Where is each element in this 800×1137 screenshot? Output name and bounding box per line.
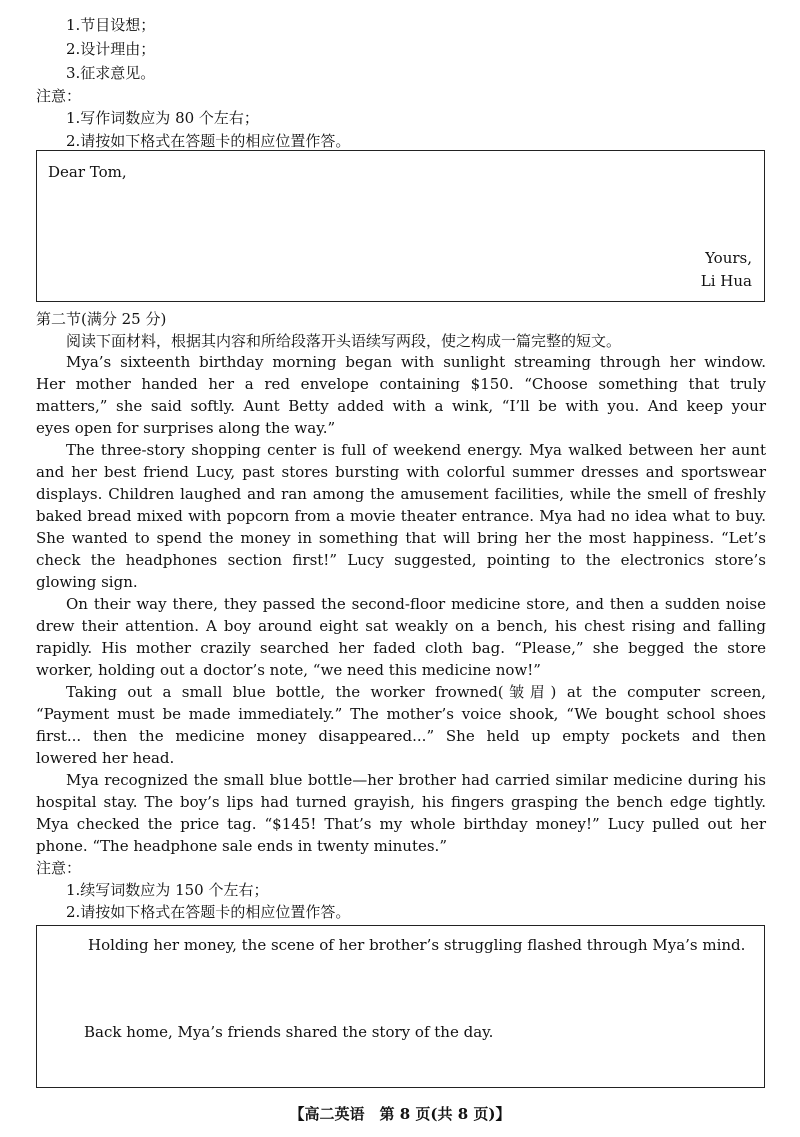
story-line: rapidly. His mother crazily searched her faded cloth bag. “Please,” she begged the store: [36, 639, 766, 657]
story-line: check the headphones section first!” Lucy suggested, pointing to the electronics store’s: [36, 551, 766, 569]
instruction: 阅读下面材料，根据其内容和所给段落开头语续写两段，使之构成一篇完整的短文。: [66, 332, 622, 350]
letter-answer-box: [36, 150, 765, 302]
story-line: She wanted to spend the money in something that will bring her the most happiness. “Let’s: [36, 529, 766, 547]
story-line: Mya’s sixteenth birthday morning began with sunlight streaming through her window.: [66, 353, 766, 371]
plan-item-1: 1.节目设想；: [66, 16, 156, 34]
plan-item-2: 2.设计理由；: [66, 40, 156, 58]
notice2-item-2: 2.请按如下格式在答题卡的相应位置作答。: [66, 903, 351, 921]
story-line: Mya recognized the small blue bottle—her brother had carried similar medicine during his: [66, 771, 766, 789]
story-line: The three-story shopping center is full of weekend energy. Mya walked between her aunt: [66, 441, 766, 459]
story-line: and her best friend Lucy, past stores bursting with colorful summer dresses and sportswear: [36, 463, 766, 481]
continuation-para2: Back home, Mya’s friends shared the story of the day.: [84, 1023, 494, 1041]
story-line: On their way there, they passed the second-floor medicine store, and then a sudden noise: [66, 595, 766, 613]
notice2-item-1: 1.续写词数应为 150 个左右；: [66, 881, 269, 899]
notice1-item-1: 1.写作词数应为 80 个左右；: [66, 109, 259, 127]
section2-title: 第二节(满分 25 分): [36, 310, 167, 328]
story-line: lowered her head.: [36, 749, 175, 767]
continuation-para1: Holding her money, the scene of her brother’s struggling flashed through Mya’s mind.: [88, 936, 746, 954]
story-line: first... then the medicine money disappeared...” She held up empty pockets and then: [36, 727, 766, 745]
plan-item-3: 3.征求意见。: [66, 64, 156, 82]
story-line: matters,” she said softly. Aunt Betty added with a wink, “I’ll be with you. And keep your: [36, 397, 766, 415]
letter-signature: Li Hua: [700, 272, 752, 290]
page-footer: 【高二英语 第 8 页(共 8 页)】: [289, 1105, 511, 1123]
letter-greeting: Dear Tom,: [48, 163, 127, 181]
notice-label-2: 注意：: [36, 859, 82, 877]
story-line: Her mother handed her a red envelope containing $150. “Choose something that truly: [36, 375, 766, 393]
notice-label: 注意：: [36, 87, 82, 105]
story-line: hospital stay. The boy’s lips had turned grayish, his fingers grasping the bench edge tightly.: [36, 793, 766, 811]
letter-closing: Yours,: [705, 249, 752, 267]
continuation-answer-box: [36, 925, 765, 1088]
story-line: baked bread mixed with popcorn from a movie theater entrance. Mya had no idea what to buy.: [36, 507, 766, 525]
story-line: eyes open for surprises along the way.”: [36, 419, 336, 437]
story-line: glowing sign.: [36, 573, 138, 591]
story-line: Taking out a small blue bottle, the worker frowned(皱眉) at the computer screen,: [66, 683, 766, 701]
story-line: worker, holding out a doctor’s note, “we need this medicine now!”: [36, 661, 541, 679]
notice1-item-2: 2.请按如下格式在答题卡的相应位置作答。: [66, 132, 351, 150]
story-line: “Payment must be made immediately.” The mother’s voice shook, “We bought school shoes: [36, 705, 766, 723]
story-line: displays. Children laughed and ran among the amusement facilities, while the smell of freshly: [36, 485, 766, 503]
story-line: phone. “The headphone sale ends in twenty minutes.”: [36, 837, 447, 855]
story-line: drew their attention. A boy around eight sat weakly on a bench, his chest rising and falling: [36, 617, 766, 635]
story-line: Mya checked the price tag. “$145! That’s my whole birthday money!” Lucy pulled out her: [36, 815, 766, 833]
